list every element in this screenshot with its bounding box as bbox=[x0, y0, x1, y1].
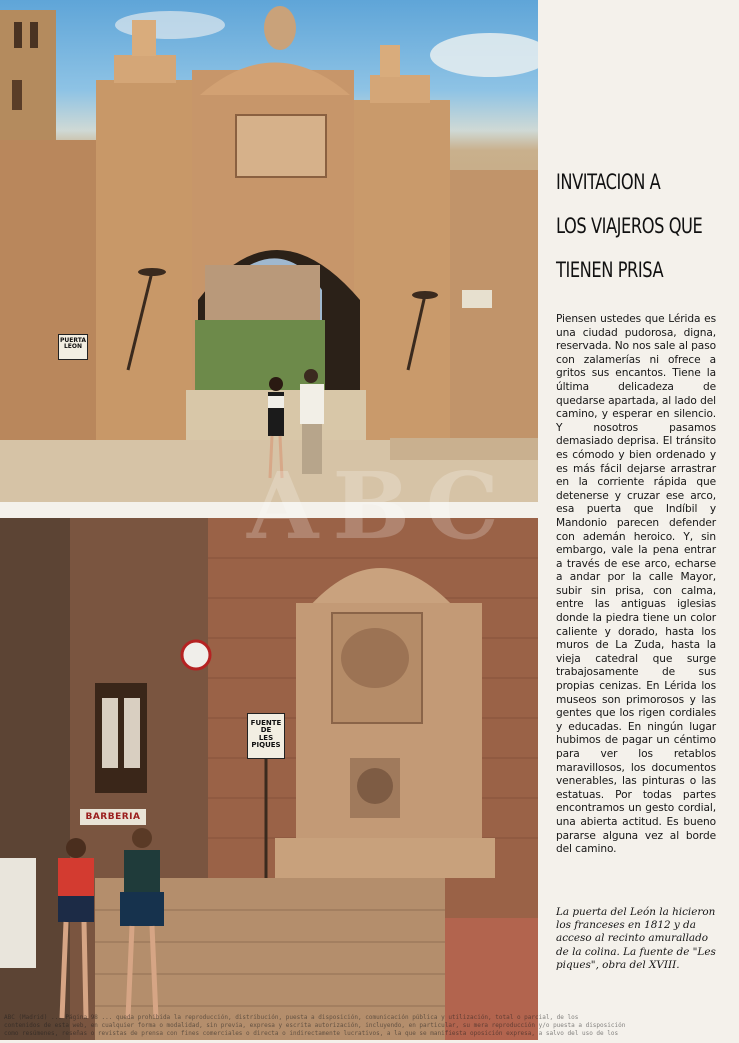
fountain-photo bbox=[0, 518, 538, 1040]
photo-caption: La puerta del León la hicieron los franceses en 1812 y da acceso al recinto amurallado de la colina. La fuente de "Les piques", obra del XVIII. bbox=[556, 906, 716, 971]
barberia-shop-sign: BARBERIA bbox=[80, 809, 146, 825]
article-body: Piensen ustedes que Lérida es una ciudad pudorosa, digna, reservada. No nos sale al paso con zalamerías ni ofrece a gritos sus encantos. Tiene la última delicadeza de quedarse apartada, al lado del camino, y esperar en silencio. Y nosotros pasamos demasiado deprisa. El tránsito es cómodo y bien ordenado y es más fácil dejarse arrastrar en la corriente rápida que detenerse y cruzar ese arco, esa puerta que Indíbil y Mandonio parecen defender con ademán heroico. Y, sin embargo, vale la pena entrar a través de ese arco, echarse a andar por la calle Mayor, subir sin prisa, con calma, entre las antiguas iglesias donde la piedra tiene un color caliente y dorado, hasta los muros de La Zuda, hasta la vieja catedral que surge trabajosamente de sus propias cenizas. En Lérida los museos son primorosos y las gentes que los rigen cordiales y educadas. En ningún lugar hubimos de pagar un céntimo para ver los retablos maravillosos, los documentos venerables, las pinturas o las estatuas. Por todas partes encontramos un gesto cordial, una abierta actitud. Es bueno pararse alguna vez al borde del camino. bbox=[556, 313, 716, 856]
puerta-leon-sign: PUERTA LEON bbox=[58, 334, 88, 360]
title-line-3: TIENEN PRISA bbox=[556, 258, 664, 282]
copyright-footer: ABC (Madrid) ... Página 98 ... queda prohibida la reproducción, distribución, puesta a disposición, comunicación pública y utilización, total o parcial, de los contenidos de esta web, en cualquier forma o modalidad, sin previa, expresa y escrita autorización, incluyendo, en particular, su mera reproducción y/o puesta a disposición como resúmenes, reseñas o revistas de prensa con fines comerciales o directa o indirectamente lucrativos, a la que se manifiesta oposición expresa, a salvo del uso de los bbox=[4, 1014, 626, 1037]
gate-photo bbox=[0, 0, 538, 502]
gate-illustration bbox=[0, 0, 538, 502]
title-line-1: INVITACION A bbox=[556, 170, 661, 194]
fuente-les-piques-sign: FUENTE DE LES PIQUES bbox=[247, 713, 285, 759]
fountain-illustration bbox=[0, 518, 538, 1040]
title-line-2: LOS VIAJEROS QUE bbox=[556, 214, 703, 238]
article-title bbox=[556, 160, 707, 292]
abc-watermark: ABC bbox=[246, 452, 514, 560]
